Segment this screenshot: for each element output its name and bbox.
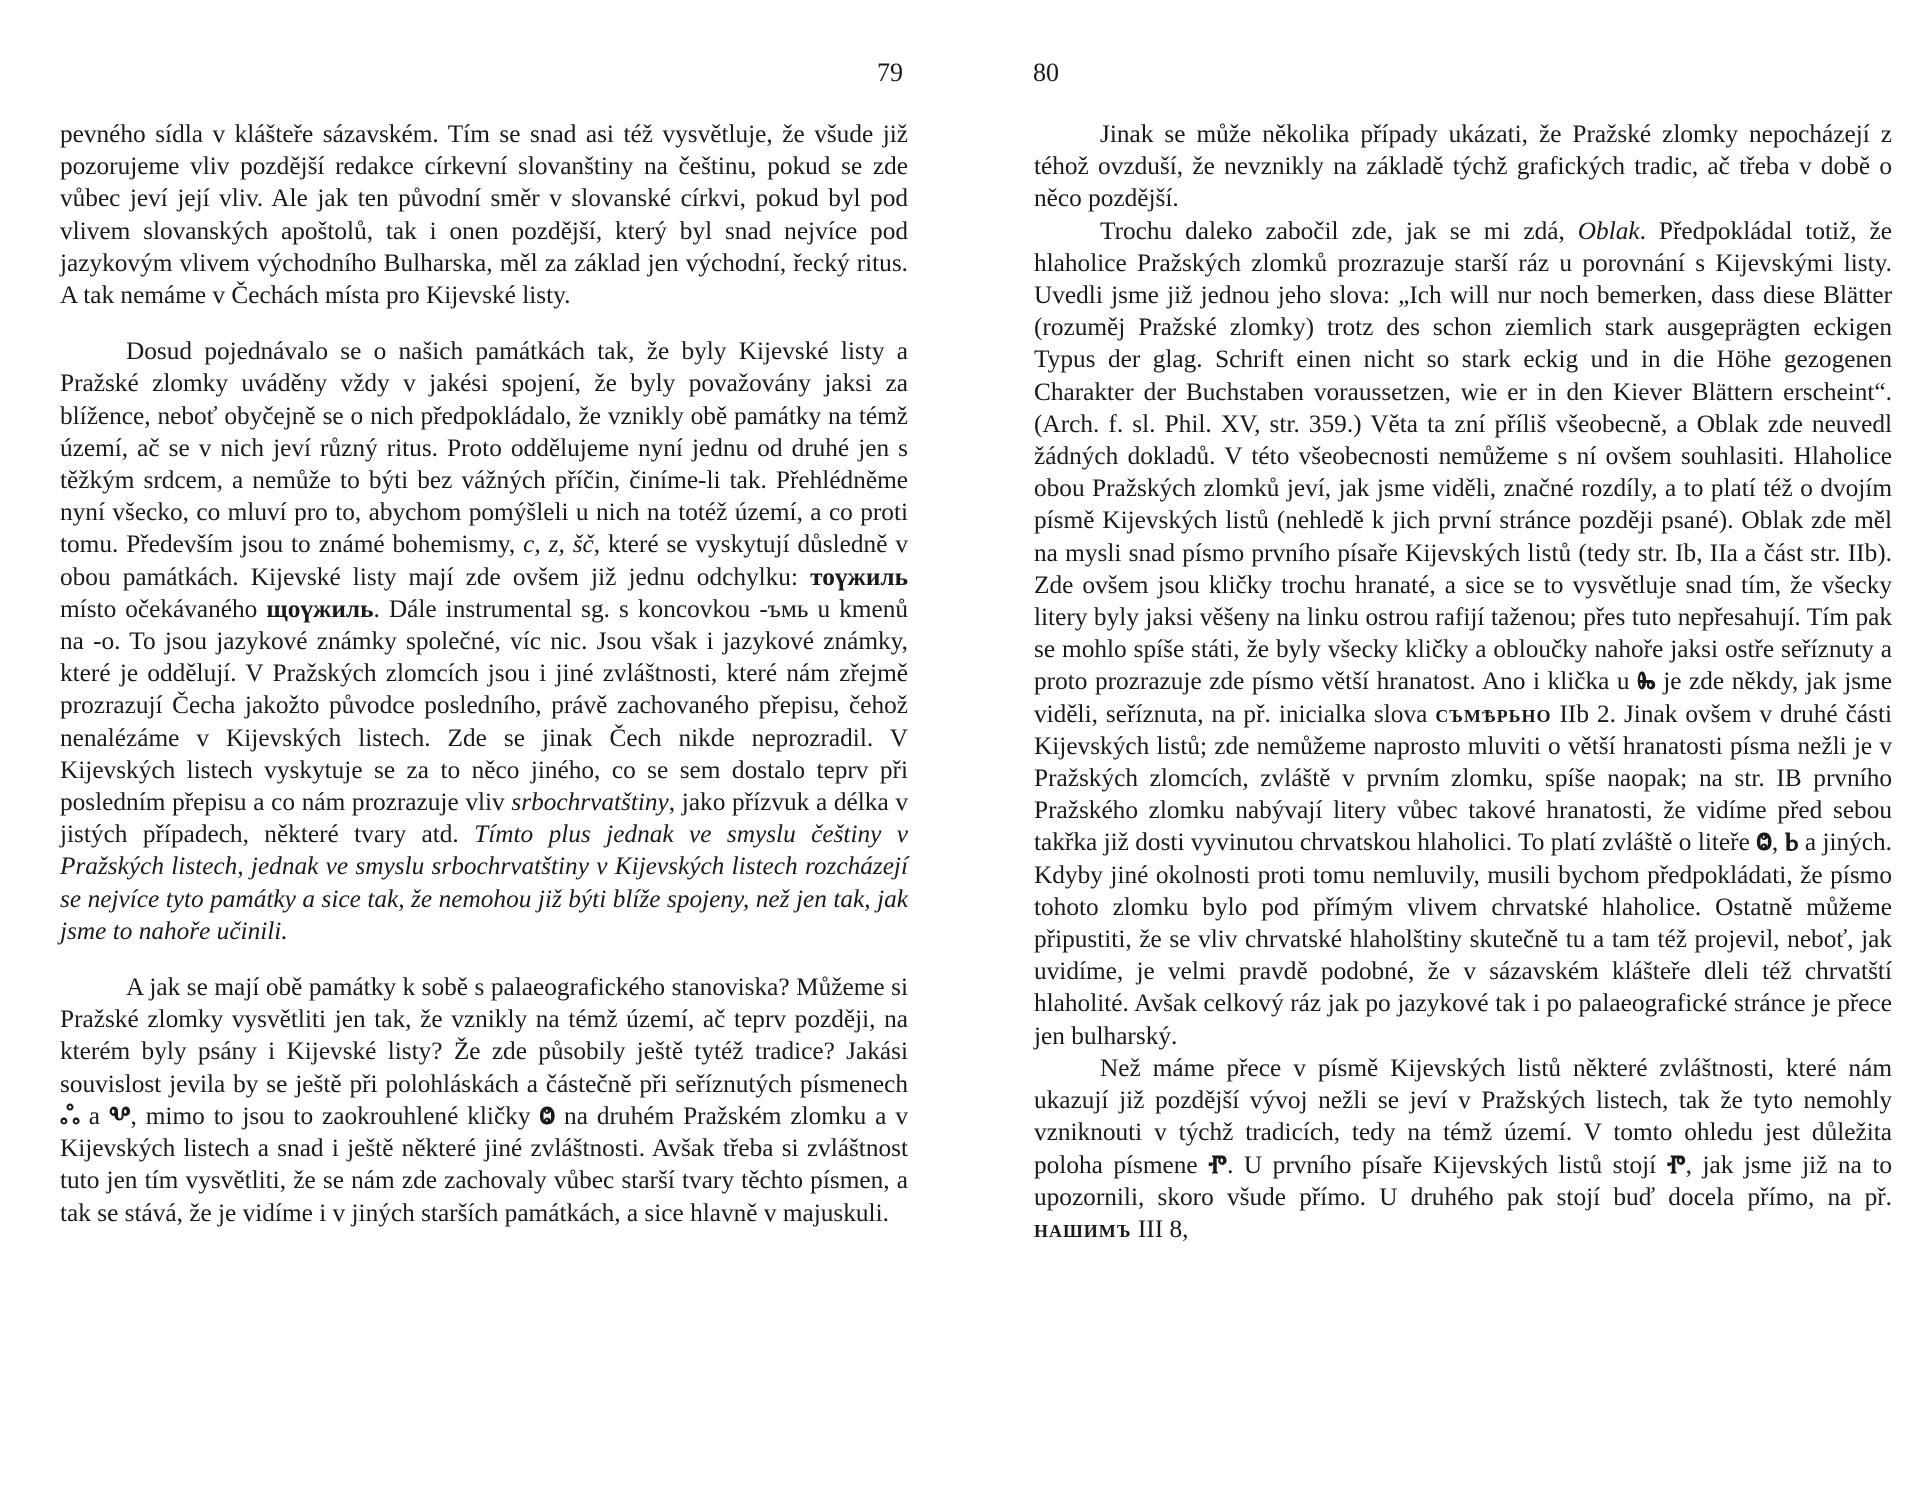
text-segment: Ⱃ <box>1784 828 1799 857</box>
text-segment: IIb 2. Jinak ovšem v druhé části Kijevských listů; zde nemůžeme naprosto mluviti o větší hranatosti písma nežli je v Pražských zlomcích, zvláště v prvním zlomku, spíše naopak; na str. IB prvního Pražského zlomku nabývají litery vůbec takové hranatosti, že vidíme před sebou takřka již dosti vyvinutou chrvatskou hlaholici. To platí zvláště o liteře <box>1034 699 1892 857</box>
text-segment: Oblak <box>1577 216 1640 245</box>
text-segment: Ⱂ <box>1666 1150 1686 1179</box>
text-segment: ஃ <box>60 1101 80 1130</box>
text-segment: c, z, šč <box>523 530 594 559</box>
text-segment: . Dále instrumental sg. s koncovkou -ъмь u kmenů na -o. To jsou jazykové známky společné, víc nic. Jsou však i jazykové známky, které je oddělují. V Pražských zlomcích jsou i jiné zvláštnosti, které nám zřejmě prozrazují Čecha jakožto původce posledního, právě zachovaného přepisu, čehož nenalézáme v Kijevských listech. Zde se jinak Čech nikde neprozradil. V Kijevských listech vyskytuje se za to něco jiného, co se sem dostalo teprv při posledním přepisu a co nám prozrazuje vliv <box>60 594 908 817</box>
text-segment: srbochrvatštiny <box>511 788 669 817</box>
text-segment: na druhém Pražském zlomku a v Kijevských listech a snad i ještě některé jiné zvláštnosti. Avšak třeba si zvláštnost tuto jen tím vysvětliti, že se nám zde zachovaly vůbec starší tvary těchto písmen, a tak se stává, že je vidíme i v jiných starších památkách, a sice hlavně v majuskuli. <box>60 1101 908 1227</box>
text-segment: Dosud pojednávalo se o našich památkách tak, že byly Kijevské listy a Pražské zlomky uváděny vždy v jakési spojení, že byly považovány jaksi za blížence, neboť obyčejně se o nich předpokládalo, že vznikly obě památky na témž území, ač se v nich jeví různý ritus. Proto oddělujeme nyní jednu od druhé jen s těžkým srdcem, a nemůže to býti bez vážných příčin, činíme-li tak. Přehlédněme nyní všecko, co mluví pro to, abychom pomýšleli u nich na totéž území, a co proti tomu. Především jsou to známé bohemismy, <box>60 337 908 559</box>
text-segment: съмѣрьно <box>1435 699 1552 728</box>
text-segment: Ⱉ <box>1756 828 1772 857</box>
text-segment: Jinak se může několika případy ukázati, že Pražské zlomky nepocházejí z téhož ovzduší, že nevznikly na základě týchž grafických tradic, ač třeba v době o něco pozdější. <box>1034 120 1892 213</box>
paragraph <box>60 118 908 311</box>
paragraph <box>1034 215 1892 1052</box>
text-segment: Trochu daleko zabočil zde, jak se mi zdá, <box>1100 216 1578 245</box>
body-text <box>1034 118 1892 1245</box>
text-segment: A jak se mají obě památky k sobě s palaeografického stanoviska? Můžeme si Pražské zlomky vysvětliti jen tak, že vznikly na témž území, ač teprv později, na kterém byly psány i Kijevské listy? Že zde působily ještě tytéž tradice? Jakási souvislost jevila by se ještě při polohláskách a částečně při seříznutých písmenech <box>60 973 908 1098</box>
text-segment: , které se vyskytují důsledně v obou památkách. Kijevské listy mají zde ovšem již jednu odchylku: <box>60 530 908 591</box>
text-segment: , mimo to jsou to zaokrouhlené kličky <box>130 1101 540 1130</box>
paragraph <box>1034 118 1892 215</box>
text-segment: Ⰸ <box>1637 667 1656 696</box>
text-segment: Ⰲ <box>108 1101 131 1130</box>
text-segment: , <box>1771 828 1785 857</box>
paragraph <box>60 971 908 1229</box>
text-segment: . Předpokládal totiž, že hlaholice Pražských zlomků prozrazuje starší ráz u porovnání s Kijevskými listy. Uvedli jsme již jednou jeho slova: „Ich will nur noch bemerken, dass diese Blätter (rozuměj Pražské zlomky) trotz des schon ziemlich stark ausgeprägten eckigen Typus der glag. Schrift einen nicht so stark eckig und in die Höhe gezogenen Charakter der Buchstaben voraussetzen, wie er in den Kiever Blättern erscheint“. (Arch. f. sl. Phil. XV, str. 359.) Věta ta zní příliš všeobecně, a Oblak zde neuvedl žádných dokladů. V této všeobecnosti nemůžeme s ní ovšem souhlasiti. Hlaholice obou Pražských zlomků jeví, jak jsme viděli, značné rozdíly, a to platí též o dvojím písmě Kijevských listů (nehledě k jich první stránce později psané). Oblak zde měl na mysli snad písmo prvního písaře Kijevských listů (tedy str. Ib, IIa a část str. IIb). Zde ovšem jsou kličky trochu hranaté, a sice se to vysvětluje snad tím, že všecky litery byly jaksi věšeny na linku ostrou rafijí taženou; přes tuto nepřesahují. Tím pak se mohlo spíše státi, že byly všecky kličky a obloučky nahoře jaksi ostře seříznuty a proto prozrazuje zde písmo větší hranatost. Ano i klička u <box>1034 216 1893 696</box>
text-segment: místo očekávaného <box>60 594 267 623</box>
text-segment: Tímto plus jednak ve smyslu češtiny v Pražských listech, jednak ve smyslu srbochrvatštiny v Kijevských listech rozcházejí se nejvíce tyto památky a sice tak, že nemohou již býti blíže spojeny, než jen tak, jak jsme to nahoře učinili. <box>60 820 908 945</box>
page-number: 80 <box>1033 58 1059 87</box>
text-segment: щоүжиль <box>266 594 374 623</box>
text-segment: тоүжиль <box>810 562 908 591</box>
paragraph <box>60 335 908 947</box>
paragraph <box>1034 1052 1892 1245</box>
text-segment: Ⱂ <box>1208 1150 1228 1179</box>
text-segment: нашимъ <box>1034 1214 1132 1243</box>
text-segment: a jiných. Kdyby jiné okolnosti proti tomu nemluvily, musili bychom předpokládati, že písmo tohoto zlomku bylo pod přímým vlivem chrvatské hlaholice. Ostatně můžeme připustiti, že se vliv chrvatské hlaholštiny skutečně tu a tam též projevil, neboť, jak uvidíme, je velmi pravdě podobné, že v sázavském klášteře dleli též chrvatští hlaholité. Avšak celkový ráz jak po jazykové tak i po palaeografické stránce je přece jen bulharský. <box>1034 828 1893 1050</box>
text-segment: , jako přízvuk a délka v jistých případech, některé tvary atd. <box>60 788 908 849</box>
right-page <box>957 0 1914 1500</box>
text-segment: Ⱉ <box>539 1101 556 1130</box>
page-number: 79 <box>877 58 903 87</box>
text-segment: , jak jsme již na to upozornili, skoro všude přímo. U druhého pak stojí buď docela přímo, na př. <box>1034 1150 1892 1211</box>
text-segment: a <box>79 1101 109 1130</box>
body-text <box>60 118 908 1229</box>
text-segment: je zde někdy, jak jsme viděli, seříznuta, na př. inicialka slova <box>1034 667 1892 728</box>
text-segment: pevného sídla v klášteře sázavském. Tím se snad asi též vysvětluje, že všude již pozorujeme vliv pozdější redakce církevní slovanštiny na češtinu, pokud se zde vůbec jeví její vliv. Ale jak ten původní směr v slovanské církvi, pokud byl pod vlivem slovanských apoštolů, tak i onen pozdější, který byl snad nejvíce pod jazykovým vlivem východního Bulharska, měl za základ jen východní, řecký ritus. A tak nemáme v Čechách místa pro Kijevské listy. <box>60 120 908 310</box>
text-segment: . U prvního písaře Kijevských listů stojí <box>1227 1150 1667 1179</box>
text-segment: III 8, <box>1131 1214 1189 1243</box>
text-segment: Než máme přece v písmě Kijevských listů některé zvláštnosti, které nám ukazují již pozdější vývoj nežli se jeví v Pražských listech, tak že tyto nemohly vzniknouti v týchž tradicích, tedy na témž území. V tomto ohledu jest důležita poloha písmene <box>1034 1053 1892 1179</box>
